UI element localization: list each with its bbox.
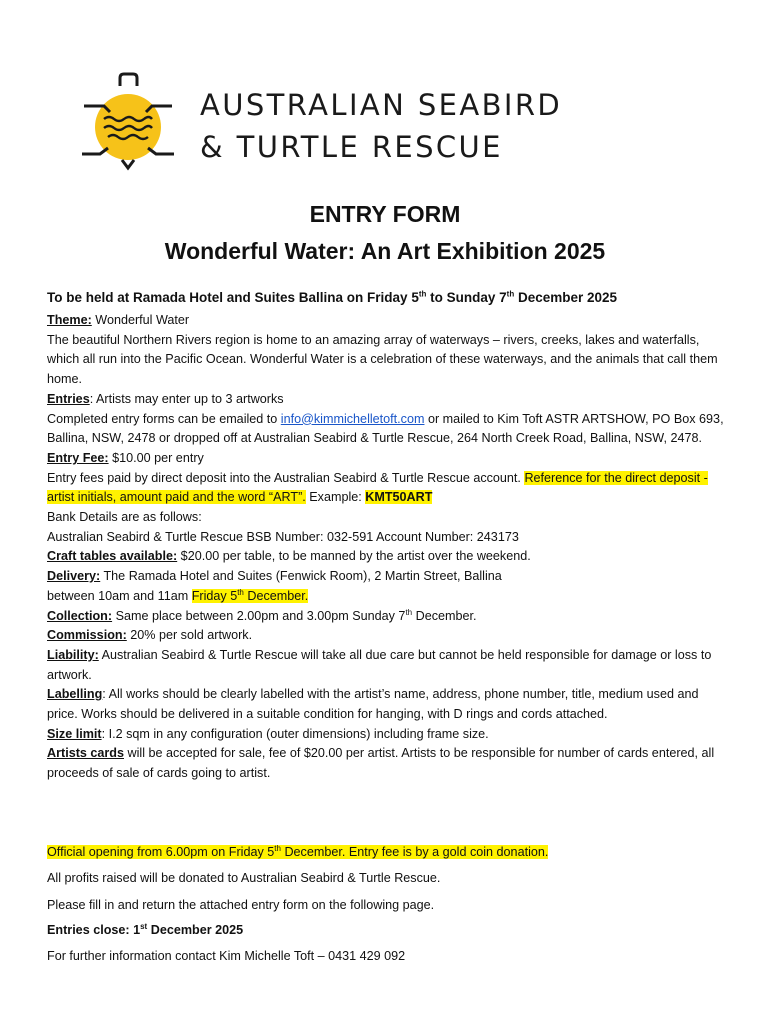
labelling-line: Labelling: All works should be clearly labelled with the artist’s name, address, phone number, title, medium used and price. Works should be delivered in a suitable condition for hanging, with D rings and cords attached.: [47, 687, 699, 722]
opening-highlight: Official opening from 6.00pm on Friday 5th December. Entry fee is by a gold coin donation.: [47, 843, 549, 859]
size-limit-label: Size limit: [47, 726, 102, 741]
org-name-line-1: AUSTRALIAN SEABIRD: [200, 88, 563, 122]
artist-cards-line: Artists cards will be accepted for sale, fee of $20.00 per artist. Artists to be responsible for number of cards entered, all proceeds of sale of cards going to artist.: [47, 746, 715, 781]
delivery-label: Delivery:: [47, 569, 101, 584]
org-logo: [80, 72, 600, 172]
liability-line: Liability: Australian Seabird & Turtle Rescue will take all due care but cannot be held responsible for damage or loss to artwork.: [47, 647, 712, 682]
craft-tables-line: Craft tables available: $20.00 per table, to be manned by the artist over the weekend.: [47, 549, 531, 564]
theme-description: The beautiful Northern Rivers region is home to an amazing array of waterways – rivers, creeks, lakes and waterfalls, which all run into the Pacific Ocean. Wonderful Water is a celebration of these waterways, and the animals that call them home.: [47, 332, 718, 387]
return-form-note: Please fill in and return the attached entry form on the following page.: [47, 898, 435, 912]
example-reference-code: KMT50ART: [365, 490, 433, 505]
labelling-label: Labelling: [47, 687, 103, 702]
seabird-turtle-logo-icon: [80, 72, 190, 172]
form-title: ENTRY FORM: [309, 201, 461, 227]
contact-info: For further information contact Kim Michelle Toft – 0431 429 092: [47, 949, 406, 963]
collection-line: Collection: Same place between 2.00pm and 3.00pm Sunday 7th December.: [47, 607, 477, 623]
commission-line: Commission: 20% per sold artwork.: [47, 628, 253, 643]
size-limit-line: Size limit: I.2 sqm in any configuration (outer dimensions) including frame size.: [47, 726, 489, 741]
craft-tables-label: Craft tables available:: [47, 549, 178, 564]
exhibition-title: Wonderful Water: An Art Exhibition 2025: [164, 238, 606, 264]
delivery-time: between 10am and 11am Friday 5th December.: [47, 587, 309, 603]
org-name-line-2: & TURTLE RESCUE: [200, 130, 503, 164]
entries-label: Entries: [47, 391, 90, 406]
deposit-instructions: Entry fees paid by direct deposit into the Australian Seabird & Turtle Rescue account. Reference for the direct deposit - artist initials, amount paid and the word “ART”. Example: KMT50ART: [47, 470, 708, 505]
official-opening: [47, 845, 737, 859]
theme-line: Theme: Wonderful Water: [47, 313, 190, 327]
entry-fee-label: Entry Fee:: [47, 450, 109, 465]
theme-label: Theme:: [47, 313, 92, 327]
event-venue-dates: To be held at Ramada Hotel and Suites Ballina on Friday 5th to Sunday 7th December 2025: [47, 289, 618, 305]
deposit-reference-highlight: Reference for the direct deposit - artist initials, amount paid and the word “ART”.: [47, 470, 708, 505]
entry-details: [47, 311, 732, 784]
delivery-date-highlight: Friday 5th December.: [191, 587, 309, 603]
entries-close: Entries close: 1st December 2025: [47, 921, 244, 937]
bank-details: Australian Seabird & Turtle Rescue BSB Number: 032-591 Account Number: 243173: [47, 529, 519, 544]
artist-cards-label: Artists cards: [47, 746, 124, 761]
email-link[interactable]: info@kimmichelletoft.com: [280, 411, 425, 426]
profits-note: All profits raised will be donated to Australian Seabird & Turtle Rescue.: [47, 871, 441, 885]
submission-instructions: Completed entry forms can be emailed to info@kimmichelletoft.com or mailed to Kim Toft ASTR ARTSHOW, PO Box 693, Ballina, NSW, 2478 or dropped off at Australian Seabird & Turtle Rescue, 264 North Creek Road, Ballina, NSW, 2478.: [47, 411, 724, 446]
delivery-line: Delivery: The Ramada Hotel and Suites (Fenwick Room), 2 Martin Street, Ballina: [47, 569, 502, 584]
collection-label: Collection:: [47, 608, 113, 623]
entries-line: Entries: Artists may enter up to 3 artworks: [47, 391, 284, 406]
entry-fee-line: Entry Fee: $10.00 per entry: [47, 450, 204, 465]
commission-label: Commission:: [47, 628, 127, 643]
bank-details-intro: Bank Details are as follows:: [47, 510, 202, 525]
liability-label: Liability:: [47, 647, 99, 662]
